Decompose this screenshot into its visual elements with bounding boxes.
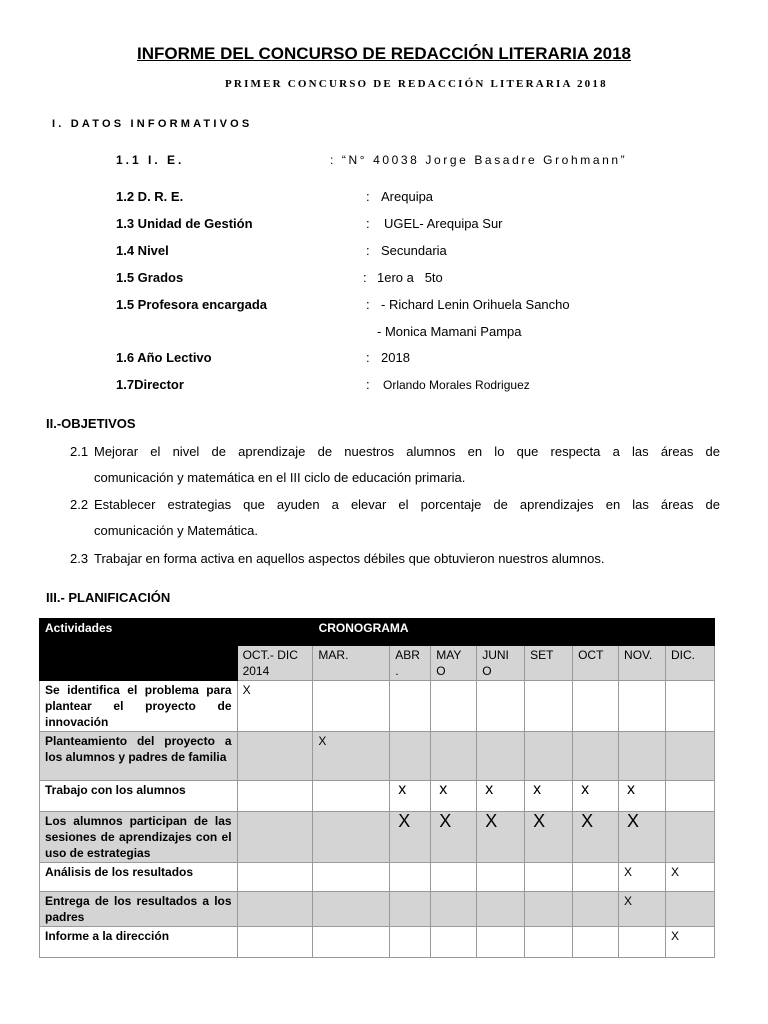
info-value: 1ero a 5to [377,270,443,285]
mark-cell [390,732,431,781]
mark-cell [573,732,619,781]
mark-cell [237,927,313,958]
month-header: OCT.- DIC 2014 [237,646,313,681]
header-blank [40,646,238,681]
info-value: Secundaria [381,243,447,258]
section-1-heading: I. DATOS INFORMATIVOS [52,118,253,130]
info-value: Arequipa [381,189,434,204]
objective-text: Mejorar el nivel de aprendizaje de nuestros alumnos en lo que respecta a las áreas de [94,444,720,459]
objective-item [70,546,720,572]
info-sep: : [366,297,370,312]
activity-cell: Se identifica el problema para plantear el proyecto de innovación [40,681,238,732]
mark-cell [390,927,431,958]
mark-cell [313,681,390,732]
info-label: 1.7Director [116,377,184,392]
ie-label: 1.1 I. E. [116,153,185,167]
info-value: - Richard Lenin Orihuela Sancho [381,297,570,312]
objective-text: Trabajar en forma activa en aquellos aspectos débiles que obtuvieron nuestros alumnos. [94,551,605,566]
objective-number: 2.2 [70,497,89,512]
mark-cell [431,732,477,781]
mark-cell: X [665,927,714,958]
mark-cell [665,812,714,863]
document-subtitle: PRIMER CONCURSO DE REDACCIÓN LITERARIA 2018 [225,78,608,90]
mark-cell: X [665,863,714,892]
info-sep: : [366,243,370,258]
mark-cell: x [477,781,525,812]
mark-cell [313,812,390,863]
month-header: ABR . [390,646,431,681]
activity-cell: Planteamiento del proyecto a los alumnos y padres de familia [40,732,238,781]
mark-cell [237,812,313,863]
mark-cell: X [619,892,666,927]
mark-cell: x [431,781,477,812]
mark-cell [477,927,525,958]
info-label: 1.6 Año Lectivo [116,350,212,365]
info-sep: : [366,350,370,365]
mark-cell [237,863,313,892]
mark-cell [573,927,619,958]
mark-cell [665,732,714,781]
info-sep: : [363,270,367,285]
mark-cell: X [619,812,666,863]
month-header: DIC. [665,646,714,681]
section-3-heading: III.- PLANIFICACIÓN [46,590,171,605]
mark-cell [237,781,313,812]
mark-cell [237,892,313,927]
info-value: Orlando Morales Rodriguez [383,378,530,392]
mark-cell [573,863,619,892]
info-label: 1.5 Profesora encargada [116,297,268,312]
mark-cell [525,681,573,732]
mark-cell [477,863,525,892]
activity-cell: Informe a la dirección [40,927,238,958]
month-header: SET [525,646,573,681]
mark-cell [525,732,573,781]
mark-cell: X [619,863,666,892]
mark-cell: X [525,812,573,863]
mark-cell [573,892,619,927]
mark-cell: X [390,812,431,863]
mark-cell [665,892,714,927]
mark-cell [431,863,477,892]
objective-text: comunicación y Matemática. [94,523,259,538]
month-header: MAY O [431,646,477,681]
table-row [40,812,715,863]
mark-cell [573,681,619,732]
header-activities: Actividades [40,619,238,646]
mark-cell [390,681,431,732]
mark-cell [665,681,714,732]
table-row [40,927,715,958]
month-header: NOV. [619,646,666,681]
activity-cell: Entrega de los resultados a los padres [40,892,238,927]
header-schedule: CRONOGRAMA [237,619,714,646]
mark-cell [431,681,477,732]
objective-item [70,492,720,544]
mark-cell [431,892,477,927]
table-row [40,732,715,781]
mark-cell: X [477,812,525,863]
mark-cell [313,892,390,927]
mark-cell: x [619,781,666,812]
mark-cell [477,681,525,732]
objective-number: 2.3 [70,551,89,566]
mark-cell: X [431,812,477,863]
month-header: JUNI O [477,646,525,681]
mark-cell [313,863,390,892]
mark-cell [525,863,573,892]
month-header: OCT [573,646,619,681]
mark-cell [431,927,477,958]
mark-cell [237,732,313,781]
mark-cell [477,732,525,781]
objective-text: Establecer estrategias que ayuden a elevar el porcentaje de aprendizajes en las áreas de [94,497,720,512]
month-header: MAR. [313,646,390,681]
info-label: 1.3 Unidad de Gestión [116,216,253,231]
mark-cell [619,681,666,732]
info-label: 1.5 Grados [116,270,184,285]
mark-cell [313,781,390,812]
mark-cell [665,781,714,812]
mark-cell: X [237,681,313,732]
ie-value: : “N° 40038 Jorge Basadre Grohmann” [330,153,628,167]
mark-cell: X [313,732,390,781]
mark-cell: x [390,781,431,812]
activity-cell: Los alumnos participan de las sesiones de aprendizajes con el uso de estrategias [40,812,238,863]
info-value: UGEL- Arequipa Sur [384,216,503,231]
mark-cell: X [573,812,619,863]
section-2-heading: II.-OBJETIVOS [46,416,136,431]
info-sep: : [366,216,370,231]
table-row [40,681,715,732]
mark-cell [390,863,431,892]
info-label: 1.2 D. R. E. [116,189,184,204]
mark-cell: x [573,781,619,812]
mark-cell [619,732,666,781]
objective-item [70,439,720,491]
activity-cell: Análisis de los resultados [40,863,238,892]
document-title: INFORME DEL CONCURSO DE REDACCIÓN LITERARIA 2018 [137,44,631,63]
mark-cell [477,892,525,927]
mark-cell [525,927,573,958]
info-label: 1.4 Nivel [116,243,169,258]
mark-cell: x [525,781,573,812]
mark-cell [313,927,390,958]
objective-text: comunicación y matemática en el III ciclo de educación primaria. [94,470,466,485]
planning-table [39,618,715,958]
info-value: - Monica Mamani Pampa [377,324,522,339]
table-row [40,892,715,927]
activity-cell: Trabajo con los alumnos [40,781,238,812]
info-value: 2018 [381,350,410,365]
mark-cell [619,927,666,958]
objective-number: 2.1 [70,444,89,459]
months-row [40,646,715,681]
table-row [40,781,715,812]
mark-cell [390,892,431,927]
info-sep: : [366,377,370,392]
mark-cell [525,892,573,927]
table-row [40,863,715,892]
info-sep: : [366,189,370,204]
